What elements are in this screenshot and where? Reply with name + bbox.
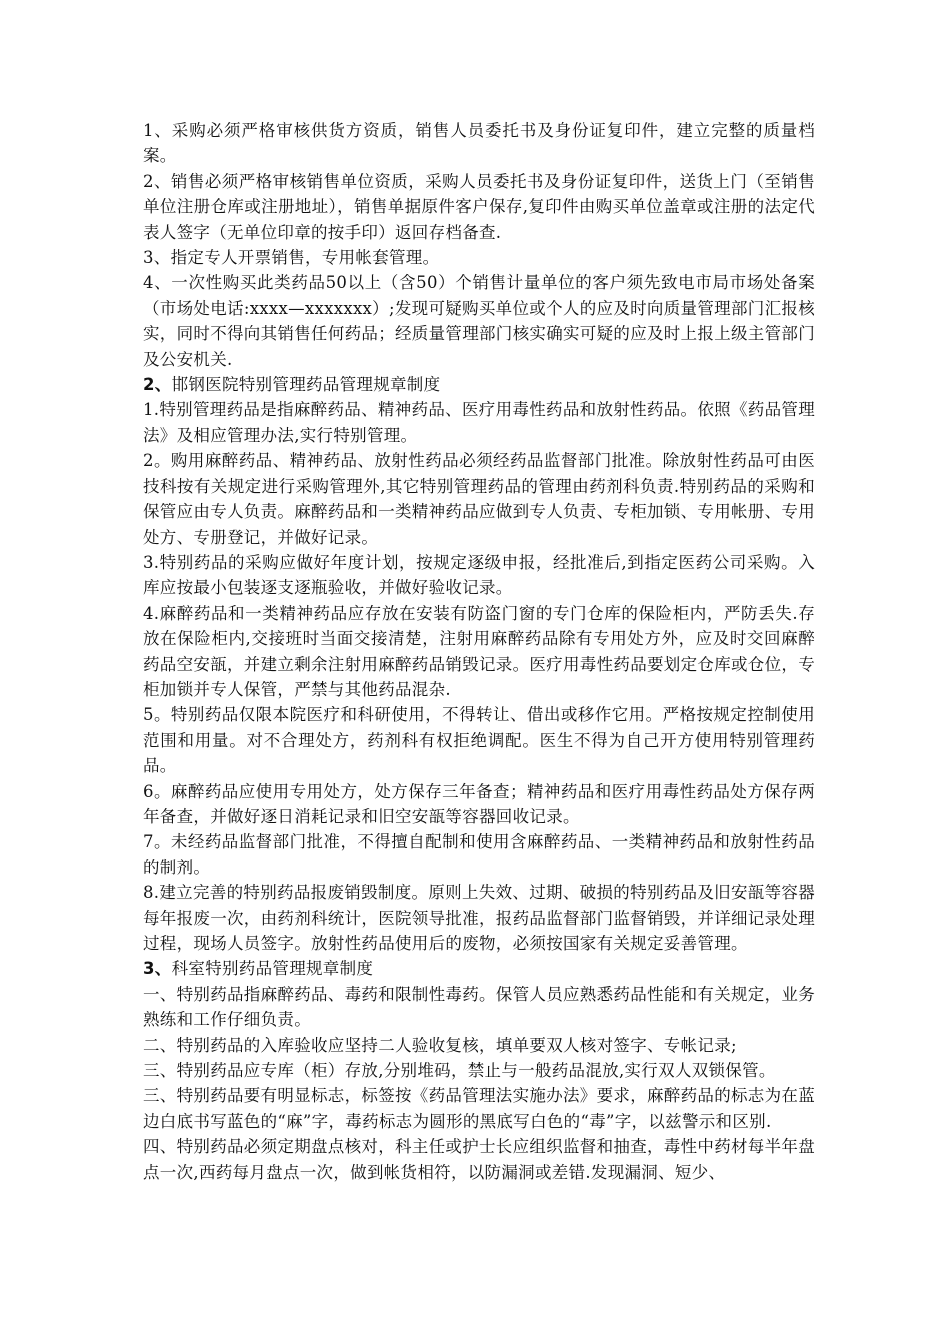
section-heading (143, 372, 815, 397)
paragraph: 2、销售必须严格审核销售单位资质，采购人员委托书及身份证复印件，送货上门（至销售单位注册仓库或注册地址），销售单据原件客户保存,复印件由购买单位盖章或注册的法定代表人签字（无单位印章的按手印）返回存档备查. (143, 171, 815, 242)
paragraph: 四、特别药品必须定期盘点核对，科主任或护士长应组织监督和抽查，毒性中药材每半年盘点一次,西药每月盘点一次，做到帐货相符，以防漏洞或差错.发现漏洞、短少、 (143, 1137, 815, 1182)
document-body (143, 118, 815, 1185)
paragraph: 二、特别药品的入库验收应坚持二人验收复核，填单要双人核对签字、专帐记录; (143, 1035, 737, 1055)
paragraph: 三、特别药品要有明显标志，标签按《药品管理法实施办法》要求，麻醉药品的标志为在蓝边白底书写蓝色的“麻”字，毒药标志为圆形的黑底写白色的“毒”字，以兹警示和区别. (143, 1086, 815, 1131)
section-number: 2、 (143, 375, 172, 395)
section-title: 邯钢医院特别管理药品管理规章制度 (171, 375, 441, 395)
paragraph: 三、特别药品应专库（柜）存放,分别堆码，禁止与一般药品混放,实行双人双锁保管。 (143, 1061, 776, 1081)
paragraph: 8.建立完善的特别药品报废销毁制度。原则上失效、过期、破损的特别药品及旧安瓿等容器每年报废一次，由药剂科统计，医院领导批准，报药品监督部门监督销毁，并详细记录处理过程，现场人员签字。放射性药品使用后的废物，必须按国家有关规定妥善管理。 (143, 883, 815, 953)
paragraph: 7。未经药品监督部门批准，不得擅自配制和使用含麻醉药品、一类精神药品和放射性药品的制剂。 (143, 832, 815, 877)
paragraph: 1.特别管理药品是指麻醉药品、精神药品、医疗用毒性药品和放射性药品。依照《药品管理法》及相应管理办法,实行特别管理。 (143, 400, 815, 445)
paragraph: 4、一次性购买此类药品50以上（含50）个销售计量单位的客户须先致电市局市场处备案（市场处电话:xxxx—xxxxxxx）;发现可疑购买单位或个人的应及时向质量管理部门汇报核实，同时不得向其销售任何药品；经质量管理部门核实确实可疑的应及时上报上级主管部门及公安机关. (143, 273, 815, 369)
paragraph: 4.麻醉药品和一类精神药品应存放在安装有防盗门窗的专门仓库的保险柜内，严防丢失.存放在保险柜内,交接班时当面交接清楚，注射用麻醉药品除有专用处方外，应及时交回麻醉药品空安瓿，并建立剩余注射用麻醉药品销毁记录。医疗用毒性药品要划定仓库或仓位，专柜加锁并专人保管，严禁与其他药品混杂. (143, 603, 815, 699)
paragraph: 5。特别药品仅限本院医疗和科研使用，不得转让、借出或移作它用。严格按规定控制使用范围和用量。对不合理处方，药剂科有权拒绝调配。医生不得为自己开方使用特别管理药品。 (143, 705, 815, 776)
paragraph: 3、指定专人开票销售，专用帐套管理。 (143, 248, 440, 268)
section-number: 3、 (143, 959, 172, 979)
section-heading (143, 956, 815, 981)
paragraph: 1、采购必须严格审核供货方资质，销售人员委托书及身份证复印件，建立完整的质量档案。 (143, 121, 815, 166)
paragraph: 3.特别药品的采购应做好年度计划，按规定逐级申报，经批准后,到指定医药公司采购。入库应按最小包装逐支逐瓶验收，并做好验收记录。 (143, 552, 815, 598)
paragraph: 一、特别药品指麻醉药品、毒药和限制性毒药。保管人员应熟悉药品性能和有关规定，业务熟练和工作仔细负责。 (143, 984, 815, 1030)
paragraph: 6。麻醉药品应使用专用处方，处方保存三年备查；精神药品和医疗用毒性药品处方保存两年备查，并做好逐日消耗记录和旧空安瓿等容器回收记录。 (143, 781, 815, 826)
section-title: 科室特别药品管理规章制度 (171, 959, 374, 979)
paragraph: 2。购用麻醉药品、精神药品、放射性药品必须经药品监督部门批准。除放射性药品可由医技科按有关规定进行采购管理外,其它特别管理药品的管理由药剂科负责.特别药品的采购和保管应由专人负责。麻醉药品和一类精神药品应做到专人负责、专柜加锁、专用帐册、专用处方、专册登记，并做好记录。 (143, 451, 815, 547)
